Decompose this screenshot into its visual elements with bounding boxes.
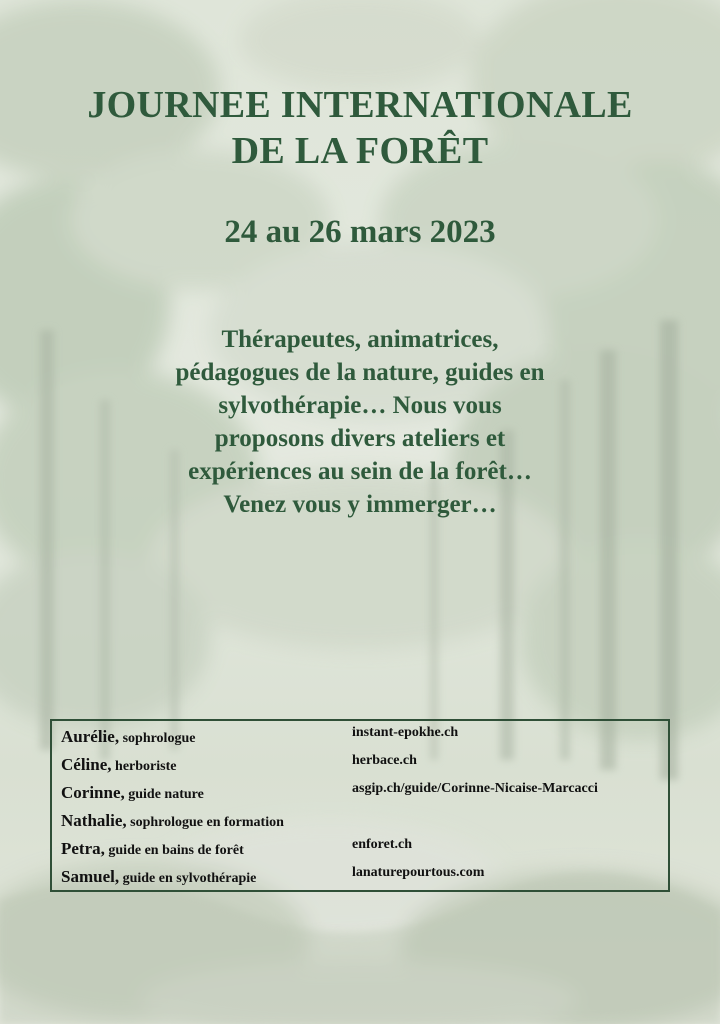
contact-person: [61, 779, 204, 809]
contact-person: [61, 863, 256, 893]
event-title-line-1: JOURNEE INTERNATIONALE: [87, 84, 633, 126]
contact-website[interactable]: instant-epokhe.ch: [352, 725, 459, 740]
contact-name: Céline,: [61, 755, 112, 774]
contact-role: sophrologue en formation: [126, 815, 284, 830]
contact-role: herboriste: [111, 759, 177, 774]
intro-line: Venez vous y immerger…: [223, 491, 497, 518]
contact-name: Petra,: [61, 839, 105, 858]
contact-row: [52, 863, 668, 891]
contacts-table: [50, 719, 670, 892]
contact-name: Corinne,: [61, 783, 125, 802]
intro-line: sylvothérapie… Nous vous: [218, 392, 502, 419]
event-title-line-2: DE LA FORÊT: [231, 130, 489, 172]
contact-name: Aurélie,: [61, 727, 120, 746]
contact-person: [61, 835, 244, 865]
contact-role: guide en bains de forêt: [104, 843, 244, 858]
contact-name: Samuel,: [61, 867, 120, 886]
event-dates: 24 au 26 mars 2023: [224, 214, 496, 250]
contact-website[interactable]: asgip.ch/guide/Corinne-Nicaise-Marcacci: [352, 781, 598, 796]
contact-person: [61, 751, 176, 781]
contact-name: Nathalie,: [61, 811, 127, 830]
intro-line: proposons divers ateliers et: [214, 425, 506, 452]
contact-person: [61, 723, 195, 753]
contact-website[interactable]: enforet.ch: [352, 837, 412, 852]
contact-website[interactable]: lanaturepourtous.com: [352, 865, 485, 880]
contact-person: [61, 807, 284, 837]
contact-role: guide nature: [124, 787, 204, 802]
event-title: [0, 82, 720, 174]
intro-line: pédagogues de la nature, guides en: [175, 359, 545, 386]
contact-website[interactable]: herbace.ch: [352, 753, 417, 768]
contact-role: guide en sylvothérapie: [119, 871, 257, 886]
intro-text: [0, 323, 720, 521]
intro-line: Thérapeutes, animatrices,: [221, 326, 499, 353]
contact-role: sophrologue: [119, 731, 196, 746]
contact-row: [52, 779, 668, 807]
intro-line: expériences au sein de la forêt…: [188, 458, 532, 485]
